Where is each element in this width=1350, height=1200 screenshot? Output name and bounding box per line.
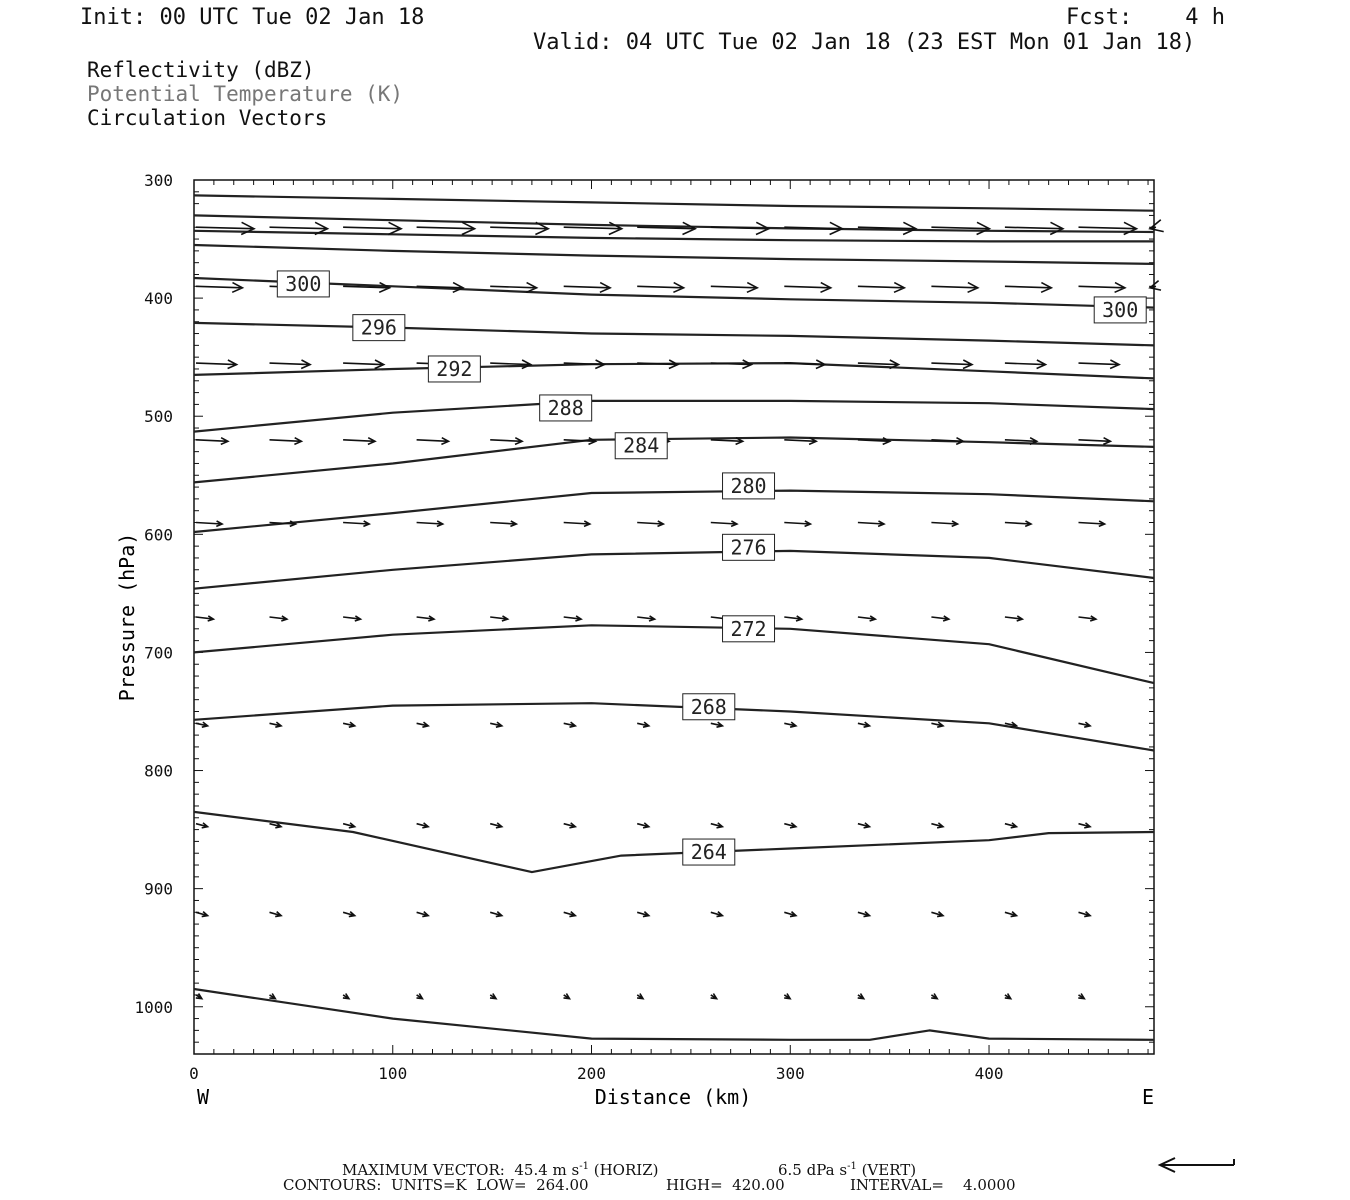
circulation-vector — [564, 616, 581, 621]
theta-contour — [194, 491, 1154, 532]
circulation-vector — [931, 521, 957, 526]
y-tick-label: 600 — [144, 525, 173, 545]
forecast-hour: Fcst: 4 h — [1066, 5, 1225, 30]
circulation-vector — [637, 283, 683, 293]
circulation-vector — [490, 521, 516, 526]
theta-contour — [194, 323, 1154, 346]
theta-contour — [194, 195, 1154, 210]
x-tick-label: 200 — [577, 1064, 606, 1083]
circulation-vector — [196, 521, 222, 526]
circulation-vector — [417, 616, 434, 621]
circulation-vector — [1079, 823, 1091, 828]
circulation-vector — [196, 722, 208, 727]
circulation-vector — [564, 823, 576, 828]
circulation-vector — [711, 521, 737, 526]
circulation-vector — [196, 360, 237, 369]
reference-vector — [1160, 1158, 1234, 1172]
x-tick-label: 400 — [974, 1064, 1004, 1083]
circulation-vector — [490, 438, 522, 445]
contour-label: 276 — [730, 535, 767, 560]
circulation-vector — [269, 994, 275, 999]
circulation-vector — [637, 616, 654, 621]
circulation-vector — [490, 616, 507, 621]
contour-label: 300 — [1102, 297, 1139, 322]
circulation-vector — [637, 823, 649, 828]
circulation-vector — [564, 994, 570, 999]
circulation-vector — [417, 912, 429, 917]
x-tick-label: 100 — [378, 1064, 408, 1083]
circulation-vector — [637, 994, 643, 999]
circulation-vector — [1079, 912, 1091, 917]
west-label: W — [196, 1085, 210, 1109]
circulation-vector — [196, 912, 208, 917]
contour-interval: INTERVAL= 4.0000 — [850, 1176, 1016, 1194]
max-vector-vertical: 6.5 dPa $s^{-1}$ (VERT) — [778, 1161, 917, 1179]
y-axis-label: Pressure (hPa) — [115, 532, 139, 702]
circulation-vector — [931, 360, 972, 369]
theta-contour — [194, 812, 1154, 872]
circulation-vector — [784, 823, 796, 828]
east-label: E — [1141, 1085, 1155, 1109]
circulation-vector — [931, 994, 937, 999]
theta-contour — [194, 231, 1154, 242]
theta-contour — [194, 625, 1154, 683]
theta-contour — [194, 703, 1154, 750]
circulation-vector — [1005, 283, 1051, 293]
circulation-vector — [637, 722, 649, 727]
circulation-vector — [1150, 220, 1164, 232]
circulation-vector — [417, 994, 423, 999]
circulation-vector — [417, 521, 443, 526]
circulation-vector — [1078, 994, 1084, 999]
contour-label: 288 — [547, 395, 584, 420]
theta-contour — [194, 215, 1154, 232]
circulation-vector — [196, 438, 228, 445]
circulation-vector — [270, 360, 311, 369]
circulation-vector — [343, 823, 355, 828]
y-tick-label: 900 — [144, 879, 173, 899]
circulation-vector — [931, 222, 989, 234]
circulation-vector — [637, 521, 663, 526]
circulation-vector — [858, 616, 875, 621]
circulation-vector — [1005, 823, 1017, 828]
x-axis-label: Distance (km) — [594, 1085, 752, 1109]
circulation-vector — [711, 994, 717, 999]
circulation-vector — [196, 222, 254, 234]
circulation-vector — [637, 912, 649, 917]
y-tick-label: 500 — [144, 407, 173, 427]
circulation-vector — [711, 912, 723, 917]
contour-label: 300 — [285, 271, 322, 296]
circulation-vector — [1079, 616, 1096, 621]
circulation-vector — [711, 283, 757, 293]
circulation-vector — [784, 912, 796, 917]
circulation-vector — [196, 994, 202, 999]
theta-contour — [194, 245, 1154, 264]
circulation-vector — [564, 912, 576, 917]
circulation-vector — [417, 722, 429, 727]
theta-contour — [194, 438, 1154, 483]
circulation-vector — [196, 616, 213, 621]
circulation-vector — [1005, 521, 1031, 526]
circulation-vector — [1079, 521, 1105, 526]
y-tick-label: 700 — [144, 643, 173, 663]
y-tick-label: 300 — [144, 171, 173, 190]
circulation-vector — [637, 222, 695, 234]
circulation-vector — [343, 438, 375, 445]
circulation-vector — [858, 994, 864, 999]
valid-time: Valid: 04 UTC Tue 02 Jan 18 (23 EST Mon 01 Jan 18) — [533, 30, 1196, 55]
circulation-vector — [564, 722, 576, 727]
circulation-vector — [1005, 360, 1046, 369]
circulation-vector — [711, 722, 723, 727]
circulation-vector — [858, 823, 870, 828]
circulation-vector — [490, 722, 502, 727]
circulation-vectors — [196, 220, 1164, 999]
circulation-vector — [858, 283, 904, 293]
circulation-vector — [784, 283, 830, 293]
circulation-vector — [1079, 360, 1120, 369]
circulation-vector — [196, 283, 242, 293]
theta-contour — [194, 401, 1154, 432]
circulation-vector — [343, 912, 355, 917]
circulation-vector — [343, 360, 384, 369]
contour-label: 268 — [690, 694, 727, 719]
circulation-vector — [858, 912, 870, 917]
circulation-vector — [931, 823, 943, 828]
circulation-vector — [1079, 722, 1091, 727]
circulation-vector — [784, 360, 825, 369]
circulation-vector — [784, 722, 796, 727]
legend-reflectivity: Reflectivity (dBZ) — [87, 58, 315, 82]
circulation-vector — [564, 283, 610, 293]
contour-label: 280 — [730, 473, 767, 498]
circulation-vector — [1079, 438, 1111, 445]
circulation-vector — [711, 222, 769, 234]
circulation-vector — [343, 616, 360, 621]
circulation-vector — [931, 283, 977, 293]
circulation-vector — [931, 722, 943, 727]
contour-label: 264 — [690, 840, 727, 865]
circulation-vector — [490, 823, 502, 828]
contour-label: 296 — [360, 315, 397, 340]
theta-contour — [194, 551, 1154, 589]
contour-label: 292 — [436, 356, 473, 381]
circulation-vector — [564, 521, 590, 526]
circulation-vector — [343, 994, 349, 999]
circulation-vector — [1150, 281, 1161, 291]
circulation-vector — [711, 823, 723, 828]
circulation-vector — [784, 521, 810, 526]
circulation-vector — [858, 521, 884, 526]
contour-label: 284 — [623, 433, 660, 458]
circulation-vector — [417, 823, 429, 828]
circulation-vector — [343, 521, 369, 526]
circulation-vector — [270, 912, 282, 917]
circulation-vector — [931, 616, 948, 621]
circulation-vector — [343, 722, 355, 727]
x-tick-label: 0 — [189, 1064, 199, 1083]
circulation-vector — [931, 912, 943, 917]
circulation-vector — [270, 616, 287, 621]
circulation-vector — [196, 823, 208, 828]
circulation-vector — [490, 994, 496, 999]
circulation-vector — [784, 994, 790, 999]
circulation-vector — [1005, 222, 1063, 234]
y-tick-label: 1000 — [134, 997, 173, 1017]
circulation-vector — [417, 438, 449, 445]
circulation-vector — [417, 222, 475, 234]
circulation-vector — [858, 722, 870, 727]
contour-info: CONTOURS: UNITS=K LOW= 264.00 — [283, 1176, 589, 1194]
legend-potential-temperature: Potential Temperature (K) — [87, 82, 404, 106]
circulation-vector — [784, 616, 801, 621]
y-tick-label: 400 — [144, 289, 173, 309]
max-vector-horizontal: MAXIMUM VECTOR: 45.4 m $s^{-1}$ (HORIZ) — [342, 1161, 659, 1179]
circulation-vector — [490, 912, 502, 917]
circulation-vector — [1079, 283, 1125, 293]
circulation-vector — [1005, 994, 1011, 999]
legend-circulation-vectors: Circulation Vectors — [87, 106, 328, 130]
circulation-vector — [270, 438, 302, 445]
circulation-vector — [270, 722, 282, 727]
contour-label: 272 — [730, 616, 767, 641]
init-time: Init: 00 UTC Tue 02 Jan 18 — [80, 5, 425, 30]
x-tick-label: 300 — [775, 1064, 805, 1083]
y-tick-label: 800 — [144, 761, 173, 781]
circulation-vector — [1005, 912, 1017, 917]
circulation-vector — [1005, 616, 1022, 621]
contour-high: HIGH= 420.00 — [666, 1176, 785, 1194]
